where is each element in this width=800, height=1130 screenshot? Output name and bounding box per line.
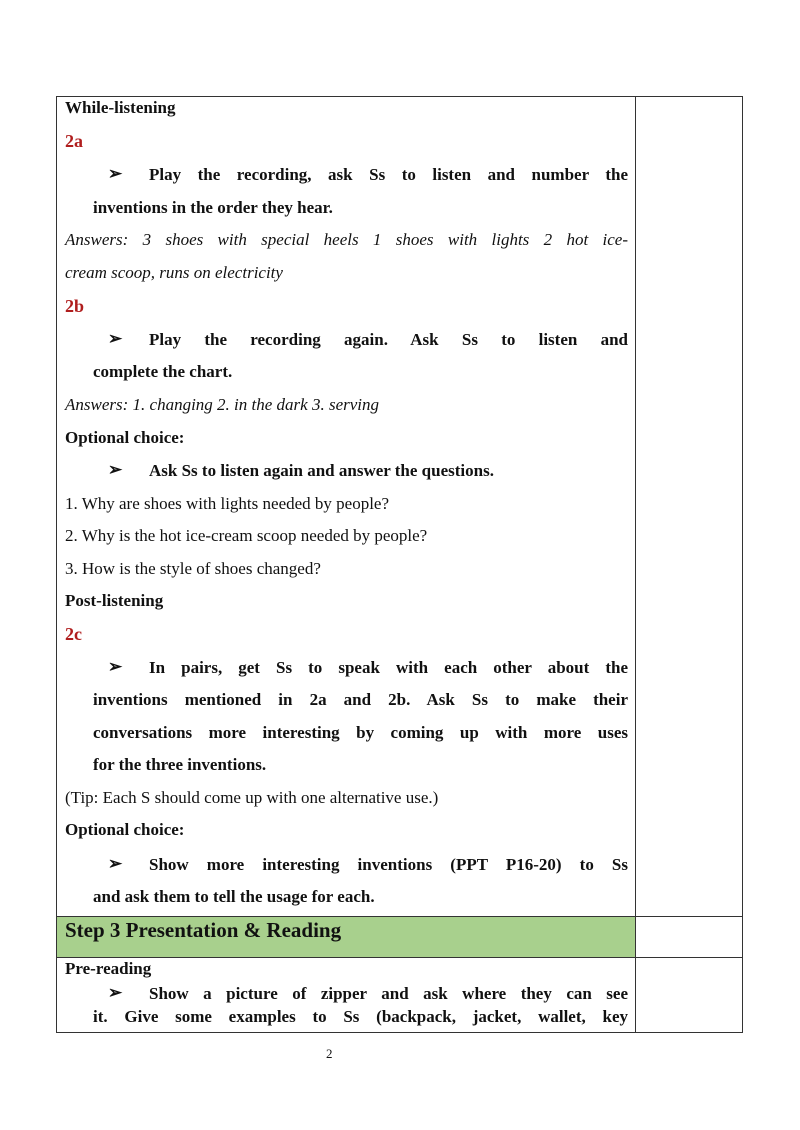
bullet-arrow-icon: ➢ [108, 657, 123, 676]
question-item: 1. Why are shoes with lights needed by people? [65, 494, 390, 513]
bullet-arrow-icon: ➢ [108, 164, 123, 183]
step-3-title: Step 3 Presentation & Reading [65, 918, 342, 942]
table-column-divider [635, 96, 636, 1033]
optional-2-line2: and ask them to tell the usage for each. [93, 887, 375, 906]
optional-choice-heading: Optional choice: [65, 820, 185, 839]
bullet-arrow-icon: ➢ [108, 983, 123, 1002]
section-label-2a: 2a [65, 131, 83, 151]
pre-reading-line2: it. Give some examples to Ss (backpack, jacket, wallet, key [93, 1007, 628, 1026]
instruction-2a-line1: Play the recording, ask Ss to listen and number the [149, 165, 628, 184]
table-row-divider [56, 957, 743, 958]
table-row-divider [56, 916, 743, 917]
optional-2-line1: Show more interesting inventions (PPT P16-20) to Ss [149, 855, 628, 874]
answers-2b: Answers: 1. changing 2. in the dark 3. serving [65, 395, 379, 414]
bullet-arrow-icon: ➢ [108, 854, 123, 873]
question-item: 2. Why is the hot ice-cream scoop needed by people? [65, 526, 428, 545]
pre-reading-heading: Pre-reading [65, 959, 152, 978]
answers-2a-line1: Answers: 3 shoes with special heels 1 shoes with lights 2 hot ice- [65, 230, 628, 249]
instruction-2c-line4: for the three inventions. [93, 755, 267, 774]
page-number: 2 [326, 1046, 333, 1061]
post-listening-heading: Post-listening [65, 591, 164, 610]
tip-text: (Tip: Each S should come up with one alternative use.) [65, 788, 439, 807]
optional-instruction: Ask Ss to listen again and answer the questions. [149, 461, 494, 480]
instruction-2c-line1: In pairs, get Ss to speak with each other about the [149, 658, 628, 677]
answers-2a-line2: cream scoop, runs on electricity [65, 263, 283, 282]
instruction-2c-line2: inventions mentioned in 2a and 2b. Ask Ss to make their [93, 690, 628, 709]
section-label-2b: 2b [65, 296, 85, 316]
instruction-2a-line2: inventions in the order they hear. [93, 198, 333, 217]
pre-reading-line1: Show a picture of zipper and ask where they can see [149, 984, 628, 1003]
section-label-2c: 2c [65, 624, 82, 644]
instruction-2c-line3: conversations more interesting by coming up with more uses [93, 723, 628, 742]
optional-choice-heading: Optional choice: [65, 428, 185, 447]
while-listening-heading: While-listening [65, 98, 176, 117]
bullet-arrow-icon: ➢ [108, 329, 123, 348]
instruction-2b-line1: Play the recording again. Ask Ss to listen and [149, 330, 628, 349]
instruction-2b-line2: complete the chart. [93, 362, 233, 381]
bullet-arrow-icon: ➢ [108, 460, 123, 479]
question-item: 3. How is the style of shoes changed? [65, 559, 321, 578]
